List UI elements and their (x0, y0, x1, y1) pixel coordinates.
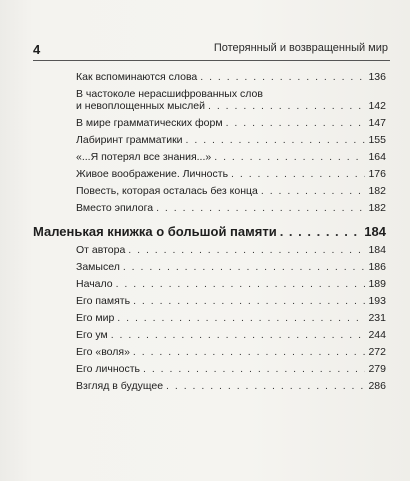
toc-entry-page: 182 (368, 185, 386, 197)
toc-entry-page: 189 (368, 278, 386, 290)
dot-leader (123, 261, 366, 273)
toc-entry-page: 286 (368, 380, 386, 392)
dot-leader (231, 168, 365, 180)
page-number: 4 (33, 42, 41, 57)
toc-entry[interactable] (76, 380, 386, 392)
toc-entry[interactable] (76, 346, 386, 358)
toc-entry-page: 272 (368, 346, 386, 358)
toc-entry[interactable] (76, 278, 386, 290)
dot-leader (186, 134, 366, 146)
toc-entry-title: От автора (76, 244, 126, 256)
toc-entry-page: 279 (368, 363, 386, 375)
dot-leader (200, 71, 365, 83)
toc-entry-title: Взгляд в будущее (76, 380, 164, 392)
dot-leader (226, 117, 366, 129)
dot-leader (143, 363, 365, 375)
dot-leader (117, 312, 365, 324)
dot-leader (261, 185, 366, 197)
toc-entry-page: 155 (368, 134, 386, 146)
dot-leader (214, 151, 365, 163)
toc-entry[interactable] (76, 244, 386, 256)
dot-leader (133, 295, 365, 307)
toc-entry-title: и невоплощенных мыслей (76, 100, 206, 112)
toc-entry-page: 182 (368, 202, 386, 214)
toc-entry-page: 142 (368, 100, 386, 112)
running-head: Потерянный и возвращенный мир (213, 42, 388, 54)
toc-entry-page: 193 (368, 295, 386, 307)
dot-leader (133, 346, 366, 358)
toc-entry-page: 186 (368, 261, 386, 273)
toc-entry[interactable] (76, 168, 386, 180)
toc-entry-title: Его «воля» (76, 346, 130, 358)
toc-entry-page: 164 (368, 151, 386, 163)
toc-entry[interactable] (76, 117, 386, 129)
toc-entry[interactable] (76, 295, 386, 307)
toc-entry-title: «...Я потерял все знания...» (76, 151, 212, 163)
section-page: 184 (364, 224, 386, 239)
section-title: Маленькая книжка о большой памяти (33, 224, 277, 239)
toc-entry-page: 244 (368, 329, 386, 341)
dot-leader (166, 380, 365, 392)
toc-entry-page: 147 (368, 117, 386, 129)
toc-entry-title: Его личность (76, 363, 140, 375)
toc-entry-title: Начало (76, 278, 113, 290)
dot-leader (208, 100, 365, 112)
dot-leader (111, 329, 366, 341)
toc-entry-page: 231 (368, 312, 386, 324)
toc-entry[interactable] (76, 151, 386, 163)
dot-leader (280, 224, 362, 239)
toc-entry-title-line: В частоколе нерасшифрованных слов (76, 88, 263, 100)
toc-entry-title: Его ум (76, 329, 108, 341)
header-rule (33, 60, 390, 61)
toc-entry-title: В мире грамматических форм (76, 117, 223, 129)
toc-entry-page: 184 (368, 244, 386, 256)
toc-entry-title: Как вспоминаются слова (76, 71, 198, 83)
toc-entry[interactable] (76, 312, 386, 324)
toc-entry[interactable] (76, 185, 386, 197)
dot-leader (116, 278, 366, 290)
dot-leader (128, 244, 365, 256)
toc-entry[interactable] (76, 329, 386, 341)
toc-entry[interactable] (76, 88, 386, 112)
toc-entry[interactable] (76, 202, 386, 214)
toc-entry-title: Его мир (76, 312, 115, 324)
toc-entry[interactable] (76, 363, 386, 375)
toc-entry-page: 136 (368, 71, 386, 83)
toc-entry[interactable] (76, 134, 386, 146)
toc-entry-title: Замысел (76, 261, 120, 273)
toc-entry-title: Его память (76, 295, 131, 307)
section-heading[interactable] (33, 224, 386, 239)
toc-entry-title: Живое воображение. Личность (76, 168, 229, 180)
toc-entry-page: 176 (368, 168, 386, 180)
toc-entry-title: Вместо эпилога (76, 202, 154, 214)
toc-entry[interactable] (76, 71, 386, 83)
toc-entry-title: Повесть, которая осталась без конца (76, 185, 258, 197)
dot-leader (156, 202, 365, 214)
toc-entry-title: Лабиринт грамматики (76, 134, 183, 146)
toc-entry[interactable] (76, 261, 386, 273)
